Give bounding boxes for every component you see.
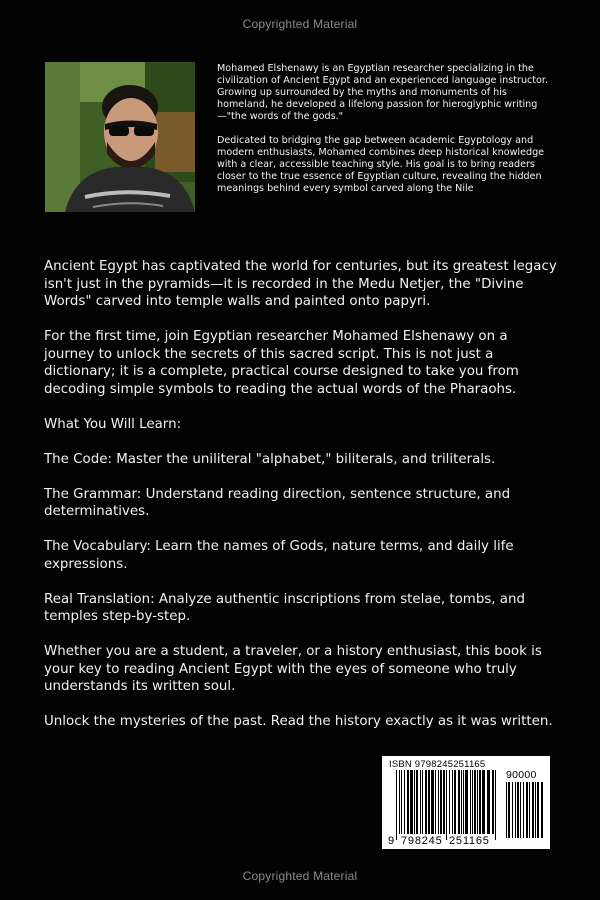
- learn-heading: What You Will Learn:: [44, 416, 182, 432]
- ean-left-digits: 798245: [401, 835, 443, 847]
- isbn-barcode: [382, 756, 550, 849]
- learn-item: The Vocabulary: Learn the names of Gods, nature terms, and daily life expressions.: [44, 539, 514, 572]
- ean-right-digits: 251165: [449, 835, 490, 847]
- bio-paragraph: Dedicated to bridging the gap between academic Egyptology and modern enthusiasts, Mohamed combines deep historical knowledge with a clear, accessible teaching style. His goal is to bring readers closer to the true essence of Egyptian culture, revealing the hidden meanings behind every symbol carved along the Nile: [217, 135, 545, 194]
- blurb-paragraph: Whether you are a student, a traveler, or a history enthusiast, this book is your key to reading Ancient Egypt with the eyes of someone who truly understands its written soul.: [44, 644, 542, 694]
- price-code: 90000: [506, 769, 537, 781]
- closing-line: Unlock the mysteries of the past. Read the history exactly as it was written.: [44, 714, 553, 729]
- isbn-label: ISBN 9798245251165: [389, 759, 486, 770]
- author-bio: [217, 63, 557, 207]
- learn-item: The Code: Master the uniliteral "alphabet," biliterals, and triliterals.: [44, 451, 496, 467]
- blurb-paragraph: Ancient Egypt has captivated the world for centuries, but its greatest legacy isn't just in the pyramids—it is recorded in the Medu Netjer, the "Divine Words" carved into temple walls and painted onto papyri.: [44, 259, 557, 309]
- learn-item: Real Translation: Analyze authentic inscriptions from stelae, tombs, and temples step-by-step.: [44, 591, 526, 624]
- watermark-bottom: Copyrighted Material: [242, 869, 358, 883]
- watermark-top: Copyrighted Material: [242, 17, 358, 31]
- learn-item: The Grammar: Understand reading direction, sentence structure, and determinatives.: [44, 486, 511, 519]
- bio-paragraph: Mohamed Elshenawy is an Egyptian researcher specializing in the civilization of Ancient Egypt and an experienced language instructor. Growing up surrounded by the myths and monuments of his homeland, he developed a lifelong passion for hieroglyphic writing—"the words of the gods.": [217, 63, 549, 122]
- author-photo: [45, 62, 195, 212]
- ean-first-digit: 9: [388, 835, 395, 847]
- book-blurb: [44, 258, 559, 748]
- blurb-paragraph: For the first time, join Egyptian researcher Mohamed Elshenawy on a journey to unlock the secrets of this sacred script. This is not just a dictionary; it is a complete, practical course designed to take you from decoding simple symbols to reading the actual words of the Pharaohs.: [44, 329, 519, 397]
